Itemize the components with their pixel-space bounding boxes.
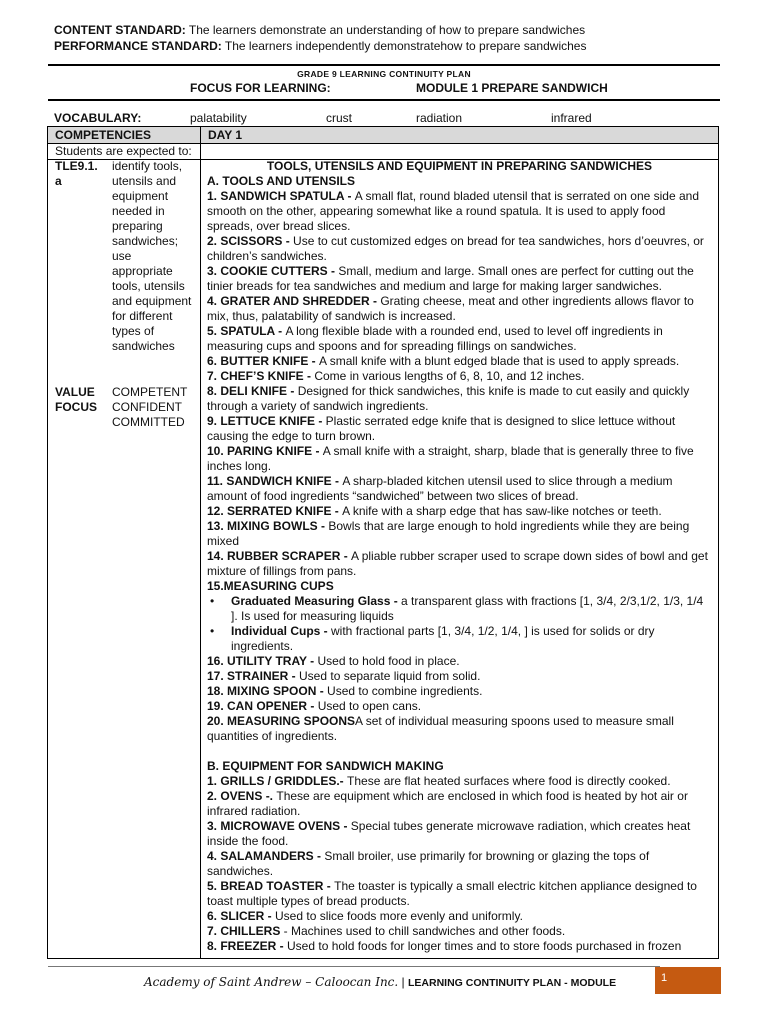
focus-label: FOCUS FOR LEARNING: bbox=[190, 81, 331, 95]
list-item bbox=[207, 849, 712, 879]
item-description: Used to slice foods more evenly and uniformly. bbox=[275, 909, 523, 923]
item-description: Small, medium and large. Small ones are perfect for cutting out the tinier breads for tea sandwiches and medium and large for making larger sandwiches. bbox=[207, 264, 694, 293]
item-term: 3. COOKIE CUTTERS - bbox=[207, 264, 339, 278]
lesson-table bbox=[47, 126, 719, 959]
header-rule-bottom bbox=[48, 99, 720, 101]
item-description: Designed for thick sandwiches, this knife is made to cut easily and quickly through a variety of sandwich ingredients. bbox=[207, 384, 690, 413]
item-term: 4. GRATER AND SHREDDER - bbox=[207, 294, 381, 308]
item-description: A small flat, round bladed utensil that is serrated on one side and smooth on the other, appearing somewhat like a round spatula. It is used to apply food spreads, over bread slices. bbox=[207, 189, 699, 233]
item-description: A small knife with a blunt edged blade that is used to apply spreads. bbox=[319, 354, 680, 368]
tools-list-continued bbox=[207, 654, 712, 744]
item-description: Used to open cans. bbox=[317, 699, 422, 713]
item-term: 8. FREEZER - bbox=[207, 939, 288, 953]
equipment-list bbox=[207, 774, 712, 954]
list-item bbox=[207, 714, 712, 744]
item-description: A sharp-bladed kitchen utensil used to slice through a medium amount of food ingredients “sandwiched” between two slices of bread. bbox=[207, 474, 673, 503]
competency-line: sandwiches bbox=[112, 339, 175, 353]
item-term: 16. UTILITY TRAY - bbox=[207, 654, 318, 668]
item-term: 2. SCISSORS - bbox=[207, 234, 294, 248]
list-item bbox=[207, 189, 712, 234]
item-description: Small broiler, use primarily for browning or glazing the tops of sandwiches. bbox=[207, 849, 650, 878]
list-item bbox=[207, 909, 712, 924]
list-item bbox=[207, 924, 712, 939]
list-item bbox=[207, 414, 712, 444]
item-description: with fractional parts [1, 3/4, 1/2, 1/4, ] is used for solids or dry ingredients. bbox=[231, 624, 655, 653]
item-description: A set of individual measuring spoons used to measure small quantities of ingredients. bbox=[207, 714, 674, 743]
page-number: 1 bbox=[661, 972, 668, 984]
item-term: 1. GRILLS / GRIDDLES.- bbox=[207, 774, 348, 788]
item-description: Special tubes generate microwave radiation, which creates heat inside the food. bbox=[207, 819, 691, 848]
school-name: Academy of Saint Andrew – Caloocan Inc. bbox=[144, 975, 399, 989]
competency-line: and equipment bbox=[112, 294, 192, 308]
item-description: Used to combine ingredients. bbox=[327, 684, 483, 698]
item-description: A long flexible blade with a rounded end, used to level off ingredients in measuring cups and spoons and for spreading fillings on sandwiches. bbox=[207, 324, 663, 353]
competency-text bbox=[112, 159, 202, 354]
item-term: 7. CHILLERS bbox=[207, 924, 281, 938]
item-description: These are flat heated surfaces where food is directly cooked. bbox=[347, 774, 671, 788]
section-a-heading: A. TOOLS AND UTENSILS bbox=[207, 174, 356, 188]
item-term: 1. SANDWICH SPATULA - bbox=[207, 189, 355, 203]
list-item bbox=[207, 774, 712, 789]
item-term: 6. SLICER - bbox=[207, 909, 276, 923]
intro-text: Students are expected to: bbox=[55, 144, 192, 158]
values-list: COMPETENT CONFIDENT COMMITTED bbox=[112, 385, 188, 429]
item-description: These are equipment which are enclosed in which food is heated by hot air or infrared radiation. bbox=[207, 789, 688, 818]
list-item bbox=[207, 654, 712, 669]
measuring-cups-list bbox=[207, 594, 712, 654]
item-term: 15.MEASURING CUPS bbox=[207, 579, 334, 593]
list-item bbox=[207, 384, 712, 414]
item-description: Come in various lengths of 6, 8, 10, and 12 inches. bbox=[314, 369, 585, 383]
item-description: Used to hold foods for longer times and to store foods purchased in frozen bbox=[287, 939, 682, 953]
item-term: 11. SANDWICH KNIFE - bbox=[207, 474, 343, 488]
competency-code: TLE9.1. a bbox=[55, 159, 98, 188]
competency-line: utensils and bbox=[112, 174, 177, 188]
item-term: 12. SERRATED KNIFE - bbox=[207, 504, 343, 518]
list-item bbox=[207, 819, 712, 849]
list-item bbox=[207, 444, 712, 474]
item-term: 14. RUBBER SCRAPER - bbox=[207, 549, 352, 563]
list-item bbox=[207, 324, 712, 354]
day-header: DAY 1 bbox=[208, 128, 243, 142]
item-description: Bowls that are large enough to hold ingredients while they are being mixed bbox=[207, 519, 690, 548]
competency-line: for different bbox=[112, 309, 173, 323]
bullet-icon: • bbox=[210, 594, 215, 608]
table-header-row bbox=[48, 127, 718, 144]
vocab-word: crust bbox=[326, 111, 353, 125]
bullet-icon: • bbox=[210, 624, 215, 638]
item-description: The toaster is typically a small electric kitchen appliance designed to toast multiple types of bread products. bbox=[207, 879, 697, 908]
list-item bbox=[207, 579, 712, 594]
competency-line: use bbox=[112, 249, 132, 263]
item-description: Plastic serrated edge knife that is designed to slice lettuce without causing the edge to turn brown. bbox=[207, 414, 676, 443]
competency-line: identify tools, bbox=[112, 159, 183, 173]
performance-standard: PERFORMANCE STANDARD: The learners independently demonstratehow to prepare sandwiches bbox=[54, 39, 587, 53]
vocab-word: radiation bbox=[416, 111, 463, 125]
plan-title: GRADE 9 LEARNING CONTINUITY PLAN bbox=[297, 69, 471, 79]
list-item bbox=[207, 789, 712, 819]
item-term: 4. SALAMANDERS - bbox=[207, 849, 325, 863]
item-term: 3. MICROWAVE OVENS - bbox=[207, 819, 351, 833]
item-term: 6. BUTTER KNIFE - bbox=[207, 354, 320, 368]
item-description: A knife with a sharp edge that has saw-like notches or teeth. bbox=[342, 504, 662, 518]
item-description: A small knife with a straight, sharp, blade that is generally three to five inches long. bbox=[207, 444, 694, 473]
item-term: 13. MIXING BOWLS - bbox=[207, 519, 329, 533]
item-description: A pliable rubber scraper used to scrape down sides of bowl and get mixture of fillings from pans. bbox=[207, 549, 708, 578]
item-term: 19. CAN OPENER - bbox=[207, 699, 318, 713]
item-description: a transparent glass with fractions [1, 3/4, 2/3,1/2, 1/3, 1/4 ]. Is used for measuring liquids bbox=[231, 594, 704, 623]
competency-line: needed in bbox=[112, 204, 165, 218]
bullet-item bbox=[207, 594, 712, 624]
list-item bbox=[207, 519, 712, 549]
item-term: 17. STRAINER - bbox=[207, 669, 300, 683]
list-item bbox=[207, 939, 712, 954]
list-item bbox=[207, 294, 712, 324]
list-item bbox=[207, 354, 712, 369]
section-b-heading: B. EQUIPMENT FOR SANDWICH MAKING bbox=[207, 759, 444, 773]
list-item bbox=[207, 234, 712, 264]
intro-row bbox=[48, 144, 718, 160]
item-term: 20. MEASURING SPOONS bbox=[207, 714, 356, 728]
item-term: 9. LETTUCE KNIFE - bbox=[207, 414, 326, 428]
section-title: TOOLS, UTENSILS AND EQUIPMENT IN PREPARING SANDWICHES bbox=[266, 159, 653, 173]
list-item bbox=[207, 684, 712, 699]
standards-block bbox=[54, 22, 586, 54]
page-number-box bbox=[655, 967, 721, 994]
item-term: 10. PARING KNIFE - bbox=[207, 444, 323, 458]
competency-line: equipment bbox=[112, 189, 169, 203]
list-item bbox=[207, 699, 712, 714]
content-standard: CONTENT STANDARD: The learners demonstrate an understanding of how to prepare sandwiches bbox=[54, 23, 586, 37]
competency-line: tools, utensils bbox=[112, 279, 185, 293]
item-term: 5. BREAD TOASTER - bbox=[207, 879, 335, 893]
module-title: MODULE 1 PREPARE SANDWICH bbox=[416, 81, 608, 95]
tools-list bbox=[207, 189, 712, 594]
footer-text: Academy of Saint Andrew – Caloocan Inc. | LEARNING CONTINUITY PLAN - MODULE bbox=[144, 975, 617, 989]
item-term: 2. OVENS -. bbox=[207, 789, 277, 803]
item-term: 8. DELI KNIFE - bbox=[207, 384, 298, 398]
competency-line: types of bbox=[112, 324, 155, 338]
list-item bbox=[207, 504, 712, 519]
item-description: Use to cut customized edges on bread for tea sandwiches, hors d’oeuvres, or children’s sandwiches. bbox=[207, 234, 704, 263]
competency-line: sandwiches; bbox=[112, 234, 179, 248]
item-description: - Machines used to chill sandwiches and other foods. bbox=[280, 924, 566, 938]
list-item bbox=[207, 369, 712, 384]
value-focus-label: VALUE FOCUS bbox=[55, 385, 97, 414]
bullet-item bbox=[207, 624, 712, 654]
item-description: Used to separate liquid from solid. bbox=[299, 669, 481, 683]
list-item bbox=[207, 879, 712, 909]
competency-line: preparing bbox=[112, 219, 163, 233]
competencies-header: COMPETENCIES bbox=[55, 128, 152, 142]
vocab-word: infrared bbox=[551, 111, 592, 125]
list-item bbox=[207, 669, 712, 684]
lesson-content bbox=[207, 159, 712, 954]
item-term: Individual Cups - bbox=[231, 624, 332, 638]
vocab-word: palatability bbox=[190, 111, 247, 125]
list-item bbox=[207, 549, 712, 579]
item-description: Used to hold food in place. bbox=[317, 654, 460, 668]
item-term: 18. MIXING SPOON - bbox=[207, 684, 328, 698]
vocabulary-label: VOCABULARY: bbox=[54, 111, 142, 125]
competency-line: appropriate bbox=[112, 264, 173, 278]
document-title: LEARNING CONTINUITY PLAN - MODULE bbox=[408, 977, 617, 989]
item-term: 7. CHEF’S KNIFE - bbox=[207, 369, 315, 383]
header-rule-top bbox=[48, 64, 720, 66]
item-term: Graduated Measuring Glass - bbox=[231, 594, 402, 608]
list-item bbox=[207, 264, 712, 294]
list-item bbox=[207, 474, 712, 504]
footer-rule bbox=[48, 966, 660, 967]
item-term: 5. SPATULA - bbox=[207, 324, 286, 338]
item-description: Grating cheese, meat and other ingredients allows flavor to mix, thus, palatability of sandwich is increased. bbox=[207, 294, 694, 323]
